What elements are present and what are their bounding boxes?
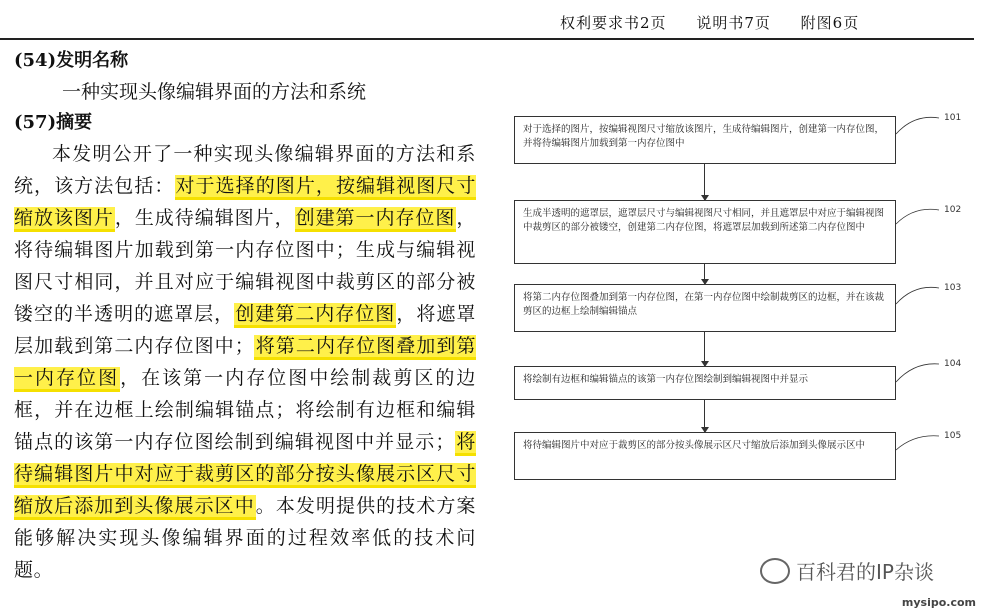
highlighted-phrase: 创建第一内存位图 <box>295 207 457 232</box>
flow-step-101: 对于选择的图片，按编辑视图尺寸缩放该图片，生成待编辑图片，创建第一内存位图，并将待编辑图片加载到第一内存位图中 <box>514 116 896 164</box>
claims-page-count: 权利要求书2页 <box>560 14 667 32</box>
step-number-105: 105 <box>944 431 962 441</box>
flow-arrow <box>704 332 705 366</box>
step-number-103: 103 <box>944 283 962 293</box>
abstract-heading: (57)摘要 <box>14 112 93 133</box>
abstract-phrase: ，生成待编辑图片， <box>114 207 295 229</box>
abstract-text <box>14 138 476 586</box>
site-watermark: mysipo.com <box>901 596 976 609</box>
invention-title: 一种实现头像编辑界面的方法和系统 <box>62 81 367 103</box>
abstract-column <box>14 46 476 586</box>
step-number-101: 101 <box>944 113 962 123</box>
watermark-text: 百科君的IP杂谈 <box>796 560 934 584</box>
chat-bubble-icon <box>760 558 790 584</box>
highlighted-phrase: 将待编辑图片中对应于裁剪区的部分按头像展示区尺寸缩放后添加到头像展示区中 <box>14 431 476 520</box>
highlighted-phrase: 创建第二内存位图 <box>234 303 396 328</box>
page-count-header <box>560 12 980 33</box>
invention-name-heading: (54)发明名称 <box>14 50 129 71</box>
flow-arrow <box>704 400 705 432</box>
flow-step-104: 将绘制有边框和编辑锚点的该第一内存位图绘制到编辑视图中并显示 <box>514 366 896 400</box>
abstract-phrase: 。本发明提供的技术方案能够解决实现头像编辑界面的过程效率低的技术问题。 <box>14 495 476 581</box>
highlighted-phrase: 将第二内存位图叠加到第一内存位图 <box>14 335 476 392</box>
step-number-102: 102 <box>944 205 962 215</box>
flow-arrow <box>704 264 705 284</box>
flow-step-105: 将待编辑图片中对应于裁剪区的部分按头像展示区尺寸缩放后添加到头像展示区中 <box>514 432 896 480</box>
step-number-104: 104 <box>944 359 962 369</box>
highlighted-phrase: 对于选择的图片，按编辑视图尺寸缩放该图片 <box>14 175 476 232</box>
drawings-page-count: 附图6页 <box>800 14 860 32</box>
flow-arrow <box>704 164 705 200</box>
wechat-watermark <box>760 556 934 585</box>
description-page-count: 说明书7页 <box>696 14 771 32</box>
abstract-phrase: ，将待编辑图片加载到第一内存位图中；生成与编辑视图尺寸相同，并且对应于编辑视图中裁剪区的部分被镂空的半透明的遮罩层， <box>14 207 476 325</box>
flowchart <box>514 104 974 504</box>
flow-step-103: 将第二内存位图叠加到第一内存位图，在第一内存位图中绘制裁剪区的边框，并在该裁剪区的边框上绘制编辑锚点 <box>514 284 896 332</box>
abstract-phrase: ，将遮罩层加载到第二内存位图中； <box>14 303 476 357</box>
abstract-phrase: ，在该第一内存位图中绘制裁剪区的边框，并在边框上绘制编辑锚点；将绘制有边框和编辑锚点的该第一内存位图绘制到编辑视图中并显示； <box>14 367 476 453</box>
abstract-phrase: 本发明公开了一种实现头像编辑界面的方法和系统，该方法包括： <box>14 143 476 197</box>
header-rule <box>0 38 974 40</box>
flow-step-102: 生成半透明的遮罩层，遮罩层尺寸与编辑视图尺寸相同，并且遮罩层中对应于编辑视图中裁剪区的部分被镂空，创建第二内存位图，将遮罩层加载到所述第二内存位图中 <box>514 200 896 264</box>
